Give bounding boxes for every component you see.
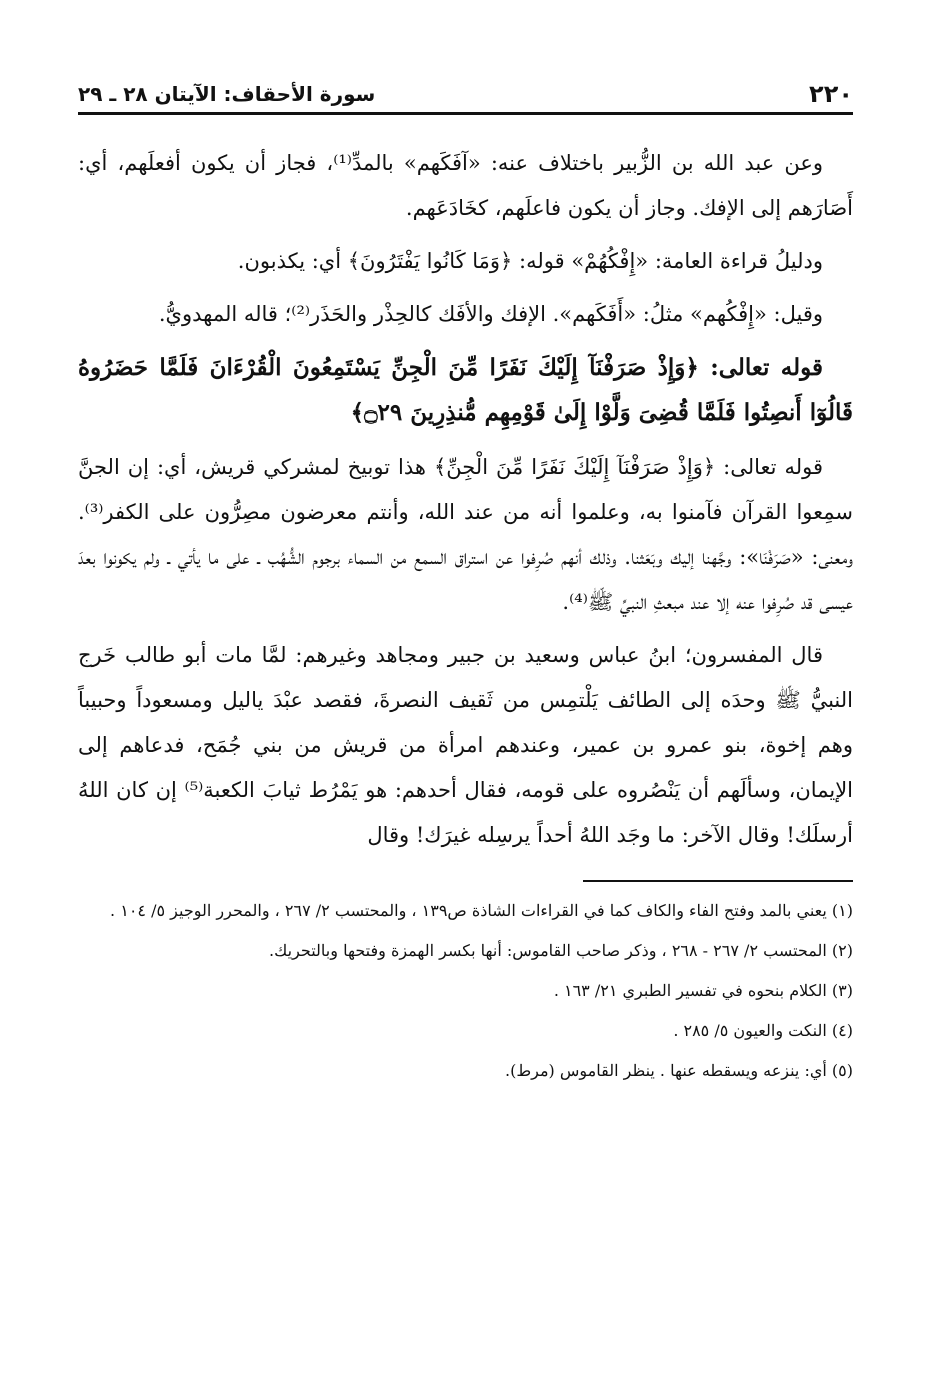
footnote: (٢) المحتسب ٢/ ٢٦٧ - ٢٦٨ ، وذكر صاحب القاموس: أنها بكسر الهمزة وفتحها وبالتحريك. [269,941,853,960]
footnote-rule [583,880,853,882]
page-header [78,70,853,110]
footnote: (٣) الكلام بنحوه في تفسير الطبري ٢١/ ١٦٣ . [553,981,853,1000]
footnote: (١) يعني بالمد وفتح الفاء والكاف كما في القراءات الشاذة ص١٣٩ ، والمحتسب ٢/ ٢٦٧ ، والمحرر الوجيز ٥/ ١٠٤ . [110,901,853,920]
main-text [78,141,853,858]
paragraph: وعن عبد الله بن الزُّبير باختلاف عنه: «آفَكَهم» بالمدِّ⁽¹⁾، فجاز أن يكون أفعلَهم، أي: أَصَارَهم إلى الإفك. وجاز أن يكون فاعلَهم، كخَادَعَهم. [78,151,853,220]
header-rule [78,112,853,115]
book-page [78,70,853,1094]
paragraph: ودليلُ قراءة العامة: «إِفْكُهُمْ» قوله: ﴿وَمَا كَانُوا يَفْتَرُونَ﴾ أي: يكذبون. [237,249,823,273]
footnote: (٥) أي: ينزعه ويسقطه عنها . ينظر القاموس (مرط). [505,1061,853,1080]
paragraph: وقيل: «إِفْكُهم» مثلُ: «أَفَكَهم». الإفك والأفَك كالحِذْر والحَذَر⁽²⁾؛ قاله المهدويُّ. [158,302,823,326]
page-number: ٢٢٠ [809,80,853,108]
running-title: سورة الأحقاف: الآيتان ٢٨ ـ ٢٩ [78,82,376,106]
paragraph: قوله تعالى: ﴿وَإِذْ صَرَفْنَآ إِلَيْكَ نَفَرًا مِّنَ الْجِنِّ﴾ هذا توبيخ لمشركي قريش، أي: إن الجنَّ سمِعوا القرآن فآمنوا به، وعلموا أنه من عند الله، وأنتم معرضون مصِرُّون على الكفر⁽³⁾. ومعنى: «صَرَفْنَا»: وجَّهنا إليك وبَعَثنا. وذلك أنهم صُرِفوا عن استراق السمع من السماء برجوم الشُّهُب ـ على ما يأتي ـ ولم يكونوا بعدَ عيسى قد صُرِفوا عنه إلا عند مبعثِ النبيِّ ﷺ⁽⁴⁾. [78,455,853,614]
footnotes [78,894,853,1088]
verse-heading: قوله تعالى: ﴿وَإِذْ صَرَفْنَآ إِلَيْكَ نَفَرًا مِّنَ الْجِنِّ يَسْتَمِعُونَ الْقُرْءَانَ فَلَمَّا حَضَرُوهُ قَالُوٓا أَنصِتُوا فَلَمَّا قُضِىَ وَلَّوْا إِلَىٰ قَوْمِهِم مُّنذِرِينَ ۝٢٩﴾ [78,354,853,426]
paragraph: قال المفسرون؛ ابنُ عباس وسعيد بن جبير ومجاهد وغيرهم: لمَّا مات أبو طالب خَرج النبيُّ ﷺ وحدَه إلى الطائف يَلْتمِس من ثَقيف النصرةَ، فقصد عبْدَ ياليل ومسعوداً وحبيباً وهم إخوة، بنو عمرو بن عمير، وعندهم امرأة من قريش من بني جُمَح، فدعاهم إلى الإيمان، وسألَهم أن يَنْصُروه على قومه، فقال أحدهم: هو يَمْرُط ثيابَ الكعبة⁽⁵⁾ إن كان اللهُ أرسلَك! وقال الآخر: ما وجَد اللهُ أحداً يرسِله غيرَك! وقال [78,643,854,847]
footnote: (٤) النكت والعيون ٥/ ٢٨٥ . [673,1021,853,1040]
